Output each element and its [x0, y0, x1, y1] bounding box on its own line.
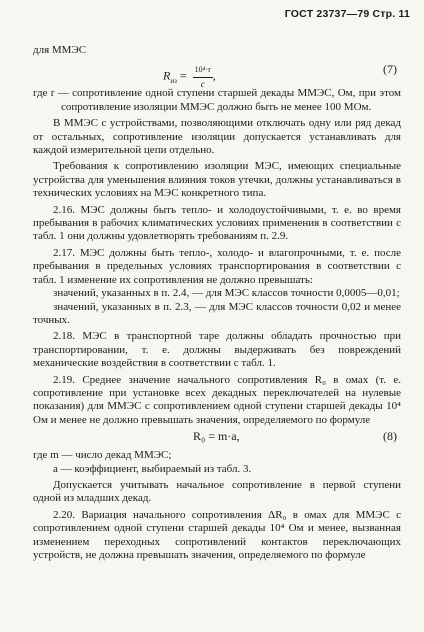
paragraph-leakage: Требования к сопротивлению изоляции МЭС, имеющих специальные устройства для уменьшения влияния токов утечки, должны устанавливаться в технических условиях на МЭС конкретного типа. [33, 160, 401, 200]
eq7-equals: = [179, 69, 187, 84]
eq7-comma: , [212, 69, 216, 84]
paragraph-2-18: 2.18. МЭС в транспортной таре должны обладать прочностью при транспортировании, т. е. должны выдерживать без повреждений механические воздействия в соответствии с табл. 1. [33, 330, 401, 370]
eq7-lhs-sub: из [170, 77, 177, 86]
eq7-fraction [193, 63, 213, 91]
eq7-denominator: c [200, 78, 205, 89]
equation-7-body [163, 63, 216, 91]
paragraph-2-17-b: значений, указанных в п. 2.3, — для МЭС классов точности 0,02 и менее точных. [33, 300, 401, 326]
where-clause-a: a — коэффициент, выбираемый из табл. 3. [53, 462, 252, 475]
equation-7 [33, 57, 401, 87]
paragraph-decades: В ММЭС с устройствами, позволяющими отключать одну или ряд декад от остальных, сопротивление изоляции допускается устанавливать для каждой измерительной цепи отдельно. [33, 117, 401, 157]
equation-8 [33, 427, 401, 449]
equation-8-body: R₀ = m·a, [193, 429, 240, 444]
document-body [33, 44, 401, 562]
equation-7-number: (7) [383, 62, 397, 77]
where-clause-m: где m — число декад ММЭС; [33, 449, 172, 462]
paragraph-first-step: Допускается учитывать начальное сопротивление в первой ступени одной из младших декад. [33, 478, 401, 505]
paragraph-2-16: 2.16. МЭС должны быть тепло- и холодоустойчивыми, т. е. во время пребывания в рабочих климатических условиях применения в соответствии с табл. 1 они должны удовлетворять требованиям п. 2.9. [33, 203, 401, 243]
equation-8-number: (8) [383, 429, 397, 444]
page-header: ГОСТ 23737—79 Стр. 11 [284, 8, 410, 20]
where-clause-r: где r — сопротивление одной ступени старшей декады ММЭС, Ом, при этом сопротивление изоляции ММЭС должно быть не менее 100 МОм. [33, 87, 401, 113]
paragraph-2-20: 2.20. Вариация начального сопротивления ΔR₀ в омах для ММЭС с сопротивлением одной ступени старшей декады 10⁴ Ом и менее, вызванная изменением переходных сопротивлений контактов переключающих устройств, не должна превышать значения, определяемого по формуле [33, 508, 401, 561]
paragraph-2-17-a: значений, указанных в п. 2.4, — для МЭС классов точности 0,0005—0,01; [53, 287, 400, 300]
intro-line: для ММЭС [33, 44, 87, 56]
paragraph-2-17: 2.17. МЭС должны быть тепло-, холодо- и влагопрочными, т. е. после пребывания в предельных условиях транспортирования в соответствии с табл. 1 изменение их сопротивления не должно превышать: [33, 246, 401, 286]
eq7-numerator: 10⁴·r [193, 63, 213, 77]
paragraph-2-19: 2.19. Среднее значение начального сопротивления R₀ в омах (т. е. сопротивление при установке всех декадных переключателей на нулевые показания) для ММЭС с сопротивлением одной ступени старшей декады 10⁴ Ом и менее не должно превышать значения, определяемого по формуле [33, 373, 401, 426]
eq7-lhs: R [163, 69, 171, 84]
